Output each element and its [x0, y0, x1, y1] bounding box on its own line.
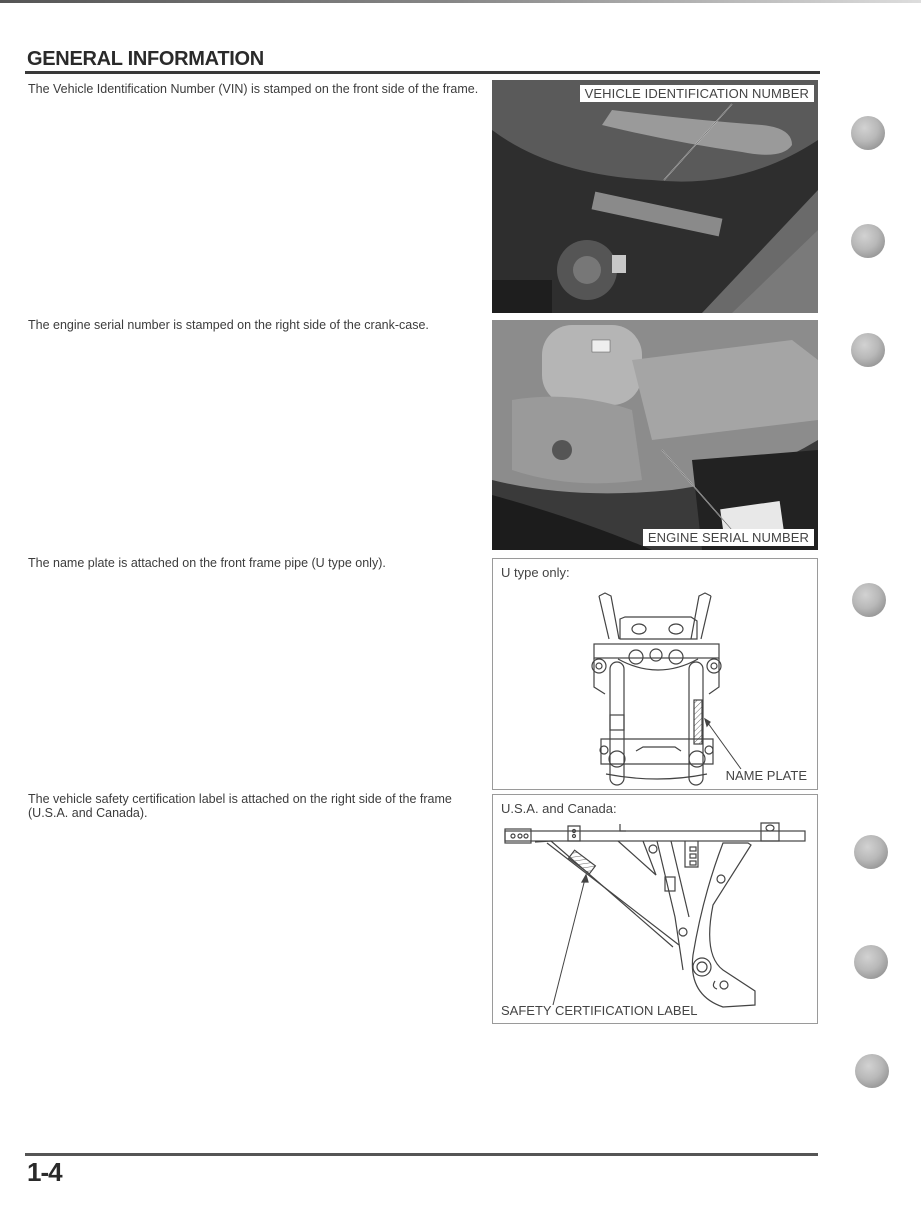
engine-photo: [492, 320, 818, 550]
section-title: GENERAL INFORMATION: [27, 48, 264, 70]
binder-hole-icon: [852, 583, 886, 617]
vin-photo-image: [492, 80, 818, 313]
page-top-edge: [0, 0, 921, 3]
vin-photo: [492, 80, 818, 313]
binder-hole-icon: [855, 1054, 889, 1088]
page-number: 1-4: [27, 1157, 62, 1187]
engine-photo-image: [492, 320, 818, 550]
binder-hole-icon: [854, 945, 888, 979]
vin-callout: VEHICLE IDENTIFICATION NUMBER: [580, 85, 814, 102]
engine-serial-description: The engine serial number is stamped on the right side of the crank-case.: [28, 318, 429, 332]
front-frame-diagram: [493, 559, 819, 791]
safety-label-caption: U.S.A. and Canada:: [501, 801, 617, 816]
footer-rule: [25, 1153, 818, 1156]
engine-serial-callout: ENGINE SERIAL NUMBER: [643, 529, 814, 546]
name-plate-description: The name plate is attached on the front frame pipe (U type only).: [28, 556, 386, 570]
safety-label-drawing: [492, 794, 818, 1024]
name-plate-drawing: [492, 558, 818, 790]
binder-hole-icon: [854, 835, 888, 869]
safety-label-description: The vehicle safety certification label is attached on the right side of the frame (U.S.A. and Canada).: [28, 792, 452, 820]
title-rule: [25, 71, 820, 74]
side-frame-diagram: [493, 795, 819, 1025]
name-plate-callout: NAME PLATE: [725, 768, 807, 783]
name-plate-caption: U type only:: [501, 565, 570, 580]
binder-hole-icon: [851, 116, 885, 150]
binder-hole-icon: [851, 333, 885, 367]
vin-description: The Vehicle Identification Number (VIN) is stamped on the front side of the frame.: [28, 82, 479, 96]
binder-hole-icon: [851, 224, 885, 258]
safety-label-callout: SAFETY CERTIFICATION LABEL: [501, 1003, 698, 1018]
